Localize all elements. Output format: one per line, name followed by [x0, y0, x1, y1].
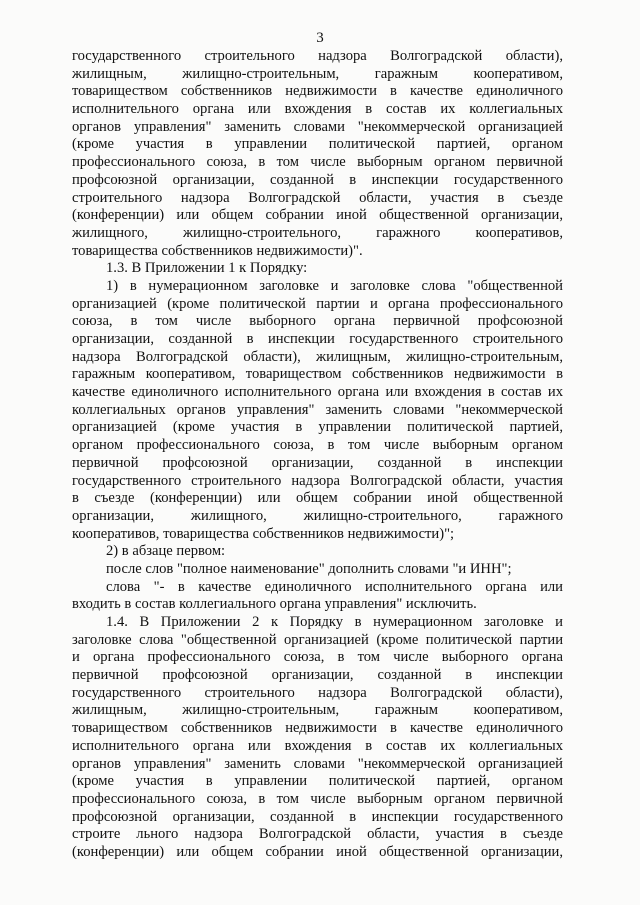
- text-line: профессионального союза, в том числе выборным органом первичной: [72, 790, 563, 807]
- text-line: 2) в абзаце первом:: [106, 543, 226, 560]
- text-line: гаражным кооперативом, товариществом собственников недвижимости в: [72, 366, 563, 383]
- text-line: жилищного, жилищно-строительного, гаражного кооперативов,: [72, 224, 563, 241]
- text-line: государственного строительного надзора Волгоградской области, участия: [72, 472, 563, 489]
- text-line: жилищным, жилищно-строительным, гаражным кооперативом,: [72, 65, 563, 82]
- text-line: надзора Волгоградской области), жилищным, жилищно-строительным,: [72, 348, 563, 365]
- text-line: государственного строительного надзора Волгоградской области),: [72, 684, 563, 701]
- text-line: коллегиальных органов управления" заменить словами "некоммерческой: [72, 401, 563, 418]
- text-line: 1.3. В Приложении 1 к Порядку:: [106, 260, 308, 277]
- text-line: в съезде (конференции) или общем собрании иной общественной: [72, 490, 563, 507]
- text-line: профессионального союза, в том числе выборным органом первичной: [72, 154, 563, 171]
- text-line: органов управления" заменить словами "некоммерческой организацией: [72, 118, 563, 135]
- text-line: слова "- в качестве единоличного исполнительного органа или: [106, 578, 563, 595]
- page-number: 3: [316, 30, 324, 46]
- text-line: союза, в том числе выборного органа первичной профсоюзной: [72, 313, 563, 330]
- text-line: (конференции) или общем собрании иной общественной организации,: [72, 207, 563, 224]
- text-line: государственного строительного надзора Волгоградской области),: [72, 48, 563, 64]
- text-line: (конференции) или общем собрании иной общественной организации,: [72, 843, 563, 860]
- text-line: кооперативов, товарищества собственников недвижимости)";: [72, 525, 455, 542]
- text-line: товариществом собственников недвижимости в качестве единоличного: [72, 720, 563, 737]
- text-line: после слов "полное наименование" дополнить словами "и ИНН";: [106, 560, 512, 577]
- text-line: профсоюзной организации, созданной в инспекции государственного: [72, 808, 563, 825]
- text-line: профсоюзной организации, созданной в инспекции государственного: [72, 171, 563, 188]
- text-line: первичной профсоюзной организации, созданной в инспекции: [72, 667, 563, 684]
- text-line: органов управления" заменить словами "некоммерческой организацией: [72, 755, 563, 772]
- text-line: исполнительного органа или вхождения в состав их коллегиальных: [72, 737, 563, 754]
- text-line: (кроме участия в управлении политической партией, органом: [72, 136, 563, 153]
- text-line: первичной профсоюзной организации, созданной в инспекции: [72, 454, 563, 471]
- text-line: (кроме участия в управлении политической партией, органом: [72, 773, 563, 790]
- text-line: строительного надзора Волгоградской области, участия в съезде: [72, 189, 563, 206]
- text-line: организацией (кроме политической партии и органа профессионального: [72, 295, 563, 312]
- text-line: организации, созданной в инспекции государственного строительного: [72, 331, 563, 347]
- text-line: заголовке слова "общественной организацией (кроме политической партии: [72, 631, 563, 648]
- text-line: товарищества собственников недвижимости)".: [72, 242, 363, 259]
- text-line: организации, жилищного, жилищно-строительного, гаражного: [72, 507, 563, 524]
- text-line: органом профессионального союза, в том числе выборным органом: [72, 437, 563, 454]
- text-line: 1.4. В Приложении 2 к Порядку в нумерационном заголовке и: [106, 614, 563, 630]
- text-line: и органа профессионального союза, в том числе выборного органа: [72, 649, 563, 666]
- text-line: жилищным, жилищно-строительным, гаражным кооперативом,: [72, 702, 563, 719]
- text-line: качестве единоличного исполнительного органа или вхождения в состав их: [72, 384, 563, 401]
- text-line: строите льного надзора Волгоградской области, участия в съезде: [72, 826, 563, 843]
- text-line: товариществом собственников недвижимости в качестве единоличного: [72, 83, 563, 100]
- text-line: 1) в нумерационном заголовке и заголовке слова "общественной: [106, 277, 563, 294]
- text-line: входить в состав коллегиального органа управления" исключить.: [72, 596, 477, 613]
- document-body: [72, 48, 563, 862]
- text-line: исполнительного органа или вхождения в состав их коллегиальных: [72, 101, 563, 118]
- text-line: организацией (кроме участия в управлении политической партией,: [72, 419, 563, 436]
